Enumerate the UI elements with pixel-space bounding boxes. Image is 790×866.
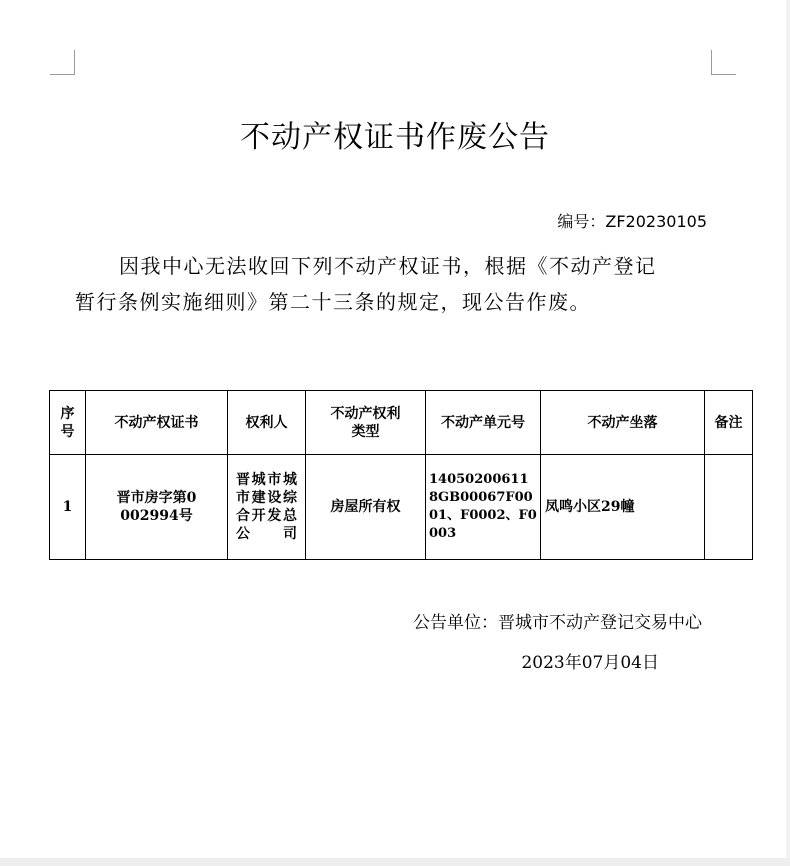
body-line-2: 暂行条例实施细则》第二十三条的规定，现公告作废。 [75,290,591,314]
header-right-type: 不动产权利类型 [306,391,426,455]
cell-right-type: 房屋所有权 [306,455,426,560]
crop-mark-top-left [50,50,75,75]
issue-date: 2023年07月04日 [521,653,659,673]
table-row [50,455,753,560]
crop-mark-top-right [711,50,736,75]
cell-holder: 晋城市城市建设综合开发总公司 [228,455,306,560]
document-title: 不动产权证书作废公告 [240,120,550,155]
body-line-1: 因我中心无法收回下列不动产权证书，根据《不动产登记 [119,254,657,278]
header-location: 不动产坐落 [541,391,705,455]
page-bottom-edge [0,858,790,866]
issuing-unit: 公告单位：晋城市不动产登记交易中心 [413,613,702,633]
document-number: 编号：ZF20230105 [557,212,707,231]
cell-remark [705,455,753,560]
table-header-row [50,391,753,455]
announcement-body [75,248,715,320]
cell-index: 1 [50,455,86,560]
void-certificate-table [49,390,753,560]
cell-certificate: 晋市房字第0002994号 [86,455,228,560]
header-holder: 权利人 [228,391,306,455]
header-unit-number: 不动产单元号 [426,391,541,455]
header-remark: 备注 [705,391,753,455]
header-certificate: 不动产权证书 [86,391,228,455]
cell-unit-number: 140502006118GB00067F0001、F0002、F0003 [426,455,541,560]
cell-location: 凤鸣小区29幢 [541,455,705,560]
header-index: 序号 [50,391,86,455]
